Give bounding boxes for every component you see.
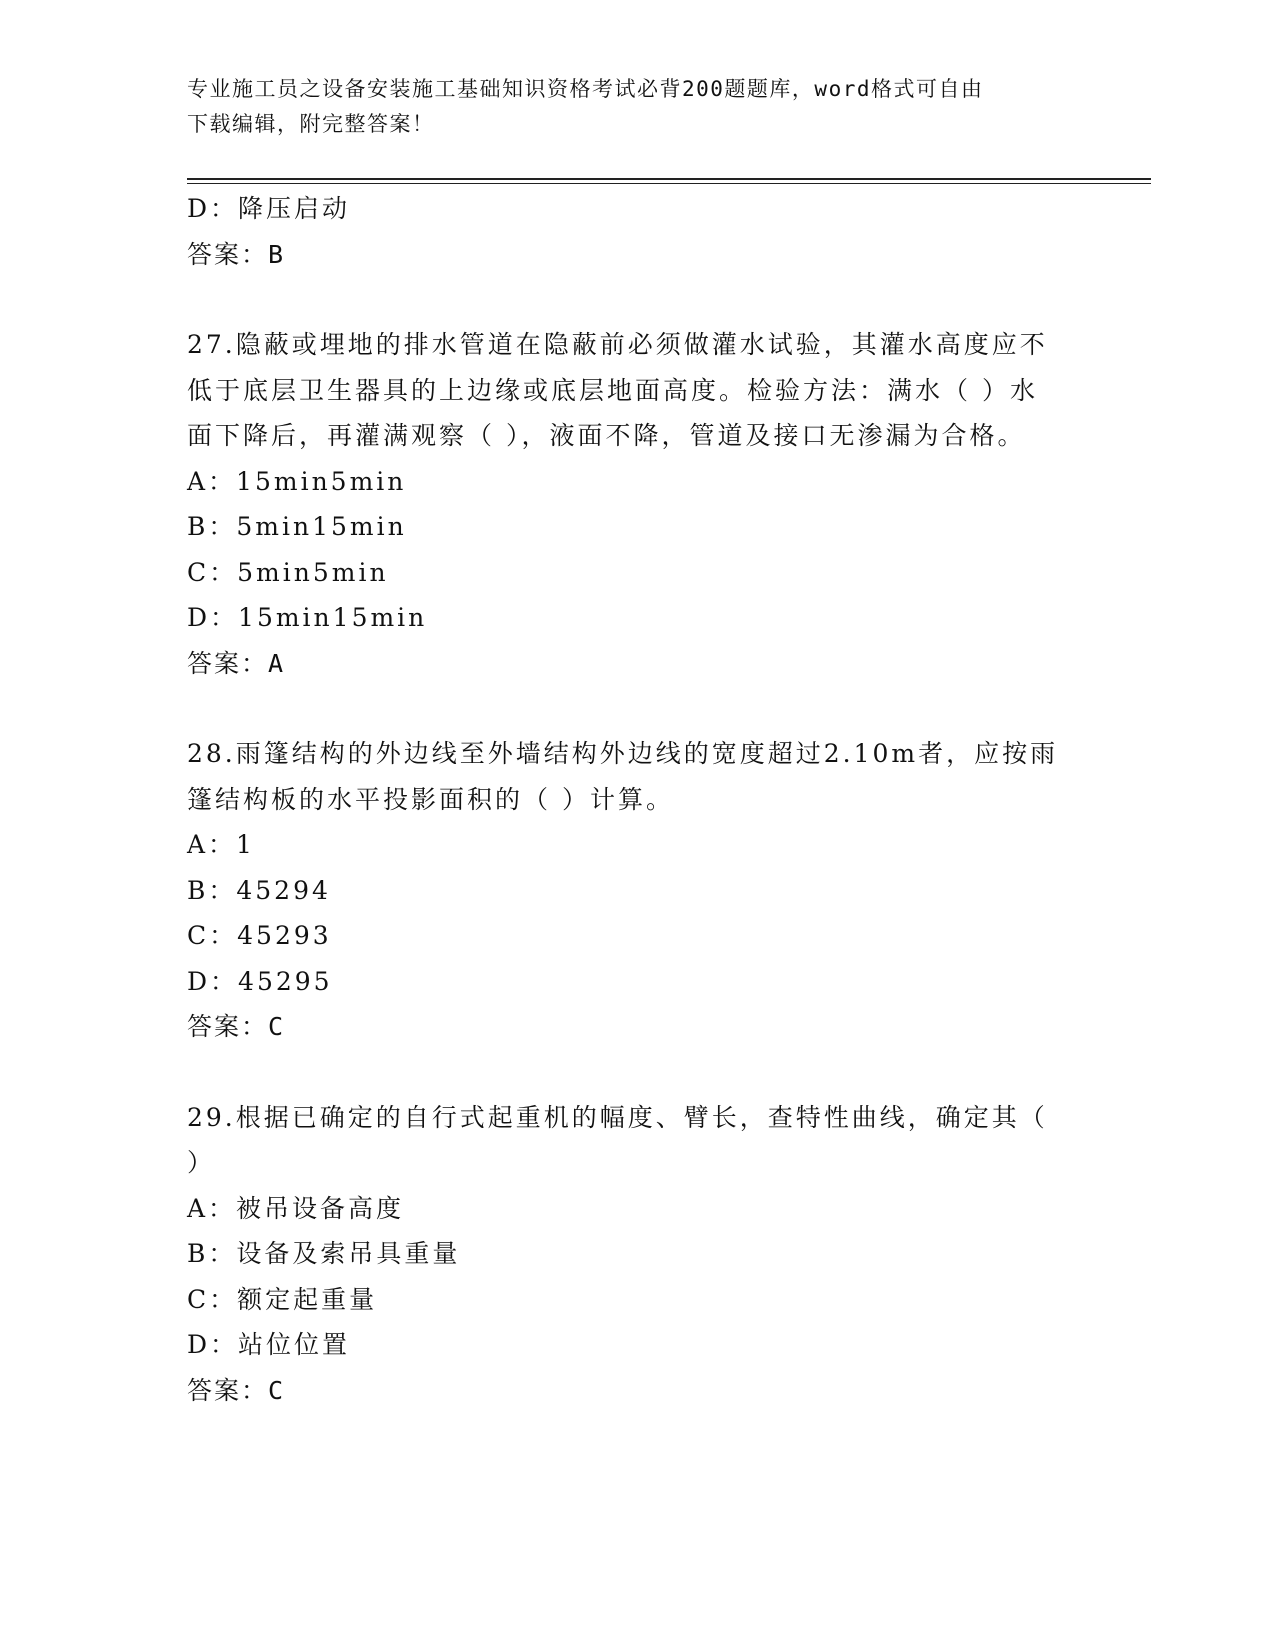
option-a: A：15min5min	[187, 466, 407, 496]
question-stem-line: ）	[187, 1148, 216, 1177]
option-d: D：降压启动	[187, 194, 351, 223]
answer-line: 答案：C	[187, 1375, 286, 1405]
previous-question-tail	[187, 186, 1067, 277]
spacer	[187, 277, 1067, 322]
question-stem-line: 篷结构板的水平投影面积的（ ）计算。	[187, 784, 674, 814]
option-d: D：15min15min	[187, 603, 428, 632]
header-rule-thin	[187, 183, 1151, 184]
question-stem-line: 低于底层卫生器具的上边缘或底层地面高度。检验方法：满水（ ）水	[187, 375, 1038, 405]
question-29	[187, 1095, 1067, 1414]
option-b: B：设备及索吊具重量	[187, 1239, 461, 1268]
option-c: C：5min5min	[187, 557, 389, 587]
header-rule-thick	[187, 178, 1151, 180]
question-27	[187, 322, 1067, 686]
header-line-1: 专业施工员之设备安装施工基础知识资格考试必背200题题库，word格式可自由	[187, 77, 984, 101]
option-a: A：被吊设备高度	[187, 1193, 405, 1223]
spacer	[187, 1050, 1067, 1095]
answer-line: 答案：A	[187, 648, 286, 678]
question-stem-line: 28.雨篷结构的外边线至外墙结构外边线的宽度超过2.10m者，应按雨	[187, 739, 1059, 768]
option-d: D：站位位置	[187, 1330, 351, 1359]
question-28	[187, 731, 1067, 1050]
spacer	[187, 686, 1067, 731]
option-c: C：额定起重量	[187, 1284, 378, 1314]
option-b: B：45294	[187, 875, 331, 905]
document-header	[187, 72, 1067, 142]
header-line-2: 下载编辑，附完整答案！	[187, 112, 435, 136]
option-d: D：45295	[187, 966, 333, 996]
question-stem-line: 27.隐蔽或埋地的排水管道在隐蔽前必须做灌水试验，其灌水高度应不	[187, 330, 1048, 359]
answer-line: 答案：C	[187, 1012, 286, 1041]
option-b: B：5min15min	[187, 512, 407, 541]
option-c: C：45293	[187, 921, 332, 950]
question-stem-line: 29.根据已确定的自行式起重机的幅度、臂长，查特性曲线，确定其（	[187, 1102, 1048, 1132]
option-a: A：1	[187, 830, 255, 859]
answer-line: 答案：B	[187, 239, 286, 269]
document-body	[187, 186, 1067, 1413]
question-stem-line: 面下降后，再灌满观察（ ），液面不降，管道及接口无渗漏为合格。	[187, 421, 1026, 450]
